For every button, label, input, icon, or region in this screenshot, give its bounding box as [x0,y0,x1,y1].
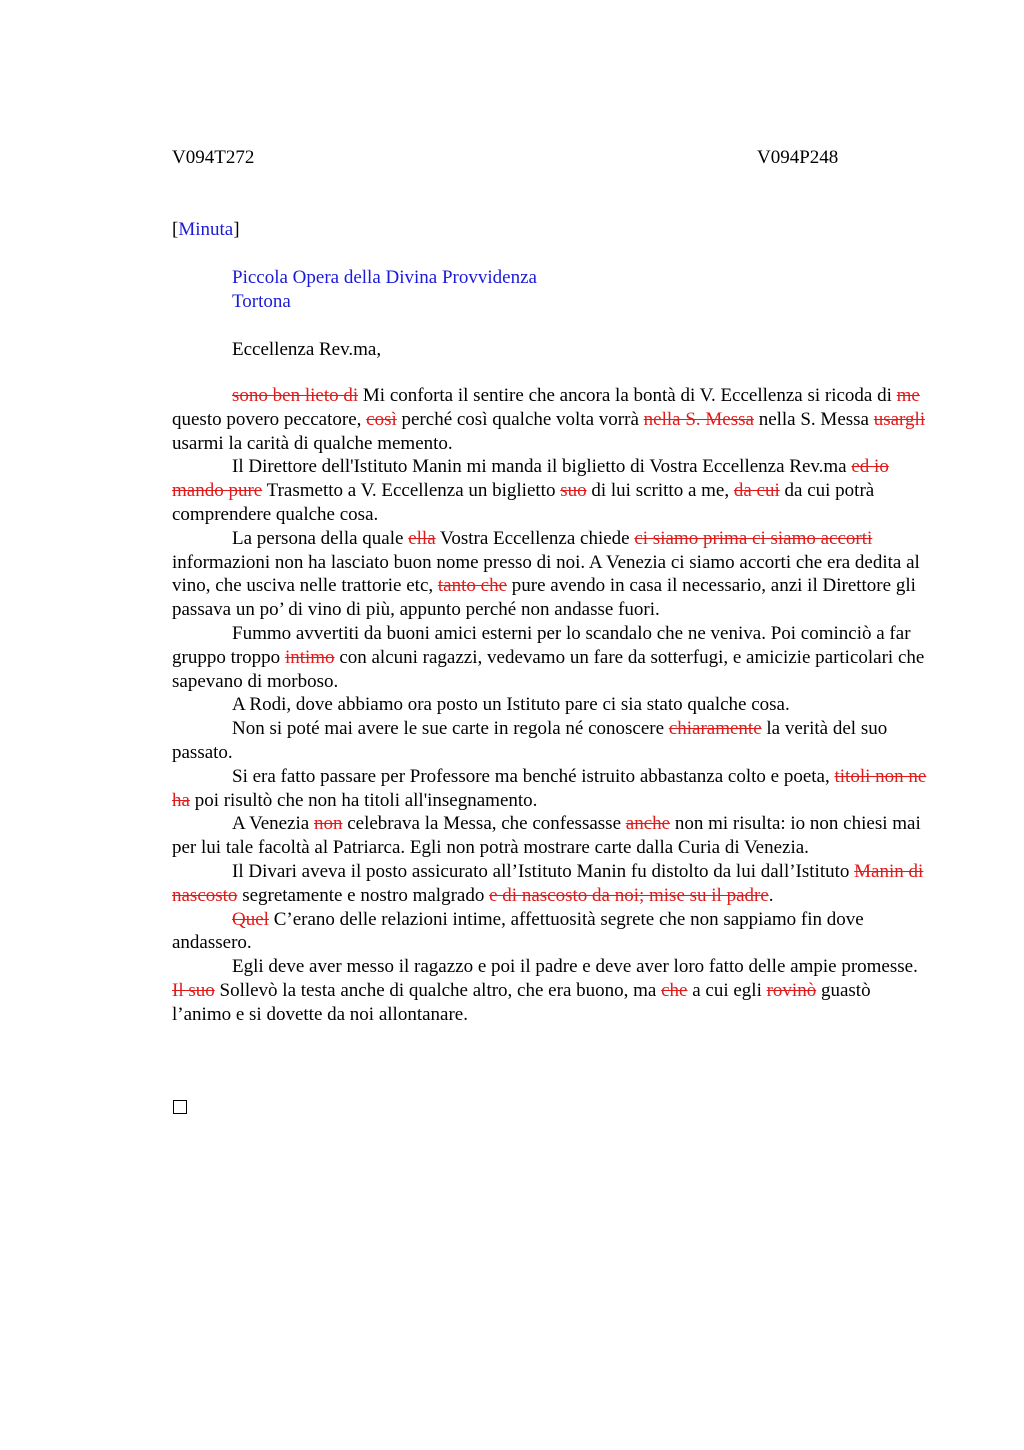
document-code-right: V094P248 [757,147,839,168]
letterhead [232,266,537,314]
deleted-text: sono ben lieto di [232,385,359,406]
deleted-text: ci siamo prima ci siamo accorti [634,527,873,549]
letter-body [172,384,934,1027]
letter-paragraph [172,384,934,455]
minuta-label [172,218,240,242]
letter-paragraph [172,955,934,1026]
text-segment: usarmi la carità di qualche memento. [172,432,453,454]
letter-paragraph [172,765,934,813]
text-segment: Non si poté mai avere le sue carte in regola né conoscere [232,718,669,740]
deleted-text: nella S. Messa [643,408,754,430]
letter-paragraph [172,860,934,908]
empty-square-icon [173,1100,187,1114]
text-segment: non mi risulta: io non chiesi mai per lui tale facoltà al Patriarca. Egli non potrà mostrare carte dalla Curia di Venezia. [172,813,921,859]
text-segment: nella S. Messa [753,408,874,430]
deleted-text: che [661,979,688,1001]
text-segment: La persona della quale [232,527,409,549]
deleted-text: ella [408,527,436,549]
text-segment: celebrava la Messa, che confessasse [342,813,626,835]
letter-paragraph [172,908,934,956]
deleted-text: Quel [232,908,269,930]
deleted-text: titoli non ne ha [172,765,927,811]
deleted-text: Il suo [172,979,215,1001]
text-segment: di lui scritto a me, [586,480,734,502]
text-segment: poi risultò che non ha titoli all'insegnamento. [189,789,538,811]
text-segment: Trasmetto a V. Eccellenza un biglietto [262,480,561,502]
text-segment: informazioni non ha lasciato buon nome presso di noi. A Venezia ci siamo accorti che era dedita al vino, che usciva nelle trattorie etc, [172,551,920,597]
letterhead-line-1: Piccola Opera della Divina Provvidenza [232,267,537,288]
deleted-text: usargli [873,408,926,430]
text-segment: questo povero peccatore, [172,408,367,430]
letter-paragraph [172,622,934,693]
deleted-text: ed io mando pure [172,456,889,502]
letter-paragraph [172,693,934,717]
minuta-close-bracket: ] [233,219,240,240]
letter-paragraph [172,455,934,526]
text-segment: A Rodi, dove abbiamo ora posto un Istituto pare ci sia stato qualche cosa. [232,694,790,716]
document-code-left: V094T272 [172,147,255,168]
deleted-text: tanto che [437,575,507,597]
letter-paragraph [172,717,934,765]
deleted-text: intimo [284,646,335,668]
text-segment: Sollevò la testa anche di qualche altro, che era buono, ma [214,979,662,1001]
deleted-text: me [896,385,920,406]
text-segment: con alcuni ragazzi, vedevamo un fare da sotterfugi, e amicizie particolari che sapevano di morboso. [172,646,925,692]
text-segment: Il Direttore dell'Istituto Manin mi manda il biglietto di Vostra Eccellenza Rev.ma [232,456,852,478]
text-segment: pure avendo in casa il necessario, anzi il Direttore gli passava un po’ di vino di più, appunto perché non andasse fuori. [172,575,916,621]
minuta-text: Minuta [178,219,234,240]
text-segment: segretamente e nostro malgrado [237,884,490,906]
text-segment: Egli deve aver messo il ragazzo e poi il padre e deve aver loro fatto delle ampie promesse. [232,956,918,978]
deleted-text: chiaramente [668,718,762,740]
text-segment: a cui egli [687,979,767,1001]
letter-paragraph [172,812,934,860]
text-segment: A Venezia [232,813,314,835]
deleted-text: e di nascosto da noi; mise su il padre [489,884,769,906]
text-segment: la verità del suo passato. [172,718,888,763]
deleted-text: rovinò [766,979,817,1001]
deleted-text: Manin di nascosto [172,860,924,906]
text-segment: Fummo avvertiti da buoni amici esterni per lo scandalo che ne veniva. Poi cominciò a far gruppo troppo [172,622,911,668]
deleted-text: da cui [733,480,780,502]
text-segment: Mi conforta il sentire che ancora la bontà di V. Eccellenza si ricoda di [358,385,897,406]
text-segment: C’erano delle relazioni intime, affettuosità segrete che non sappiamo fin dove andassero. [172,908,864,954]
text-segment: da cui potrà comprendere qualche cosa. [172,480,875,525]
text-segment: Vostra Eccellenza chiede [435,527,635,549]
minuta-open-bracket: [ [172,219,179,240]
text-segment: Il Divari aveva il posto assicurato all’Istituto Manin fu distolto da lui dall’Istituto [232,860,855,882]
salutation: Eccellenza Rev.ma, [232,339,382,360]
text-segment: guastò l’animo e si dovette da noi allontanare. [172,979,871,1025]
text-segment: Si era fatto passare per Professore ma benché istruito abbastanza colto e poeta, [232,765,835,787]
deleted-text: suo [560,480,587,502]
deleted-text: non [313,813,343,835]
letterhead-line-2: Tortona [232,291,291,312]
deleted-text: così [366,408,397,430]
text-segment: . [768,884,774,906]
deleted-text: anche [625,813,671,835]
text-segment: perché così qualche volta vorrà [396,408,644,430]
letter-paragraph [172,527,934,622]
